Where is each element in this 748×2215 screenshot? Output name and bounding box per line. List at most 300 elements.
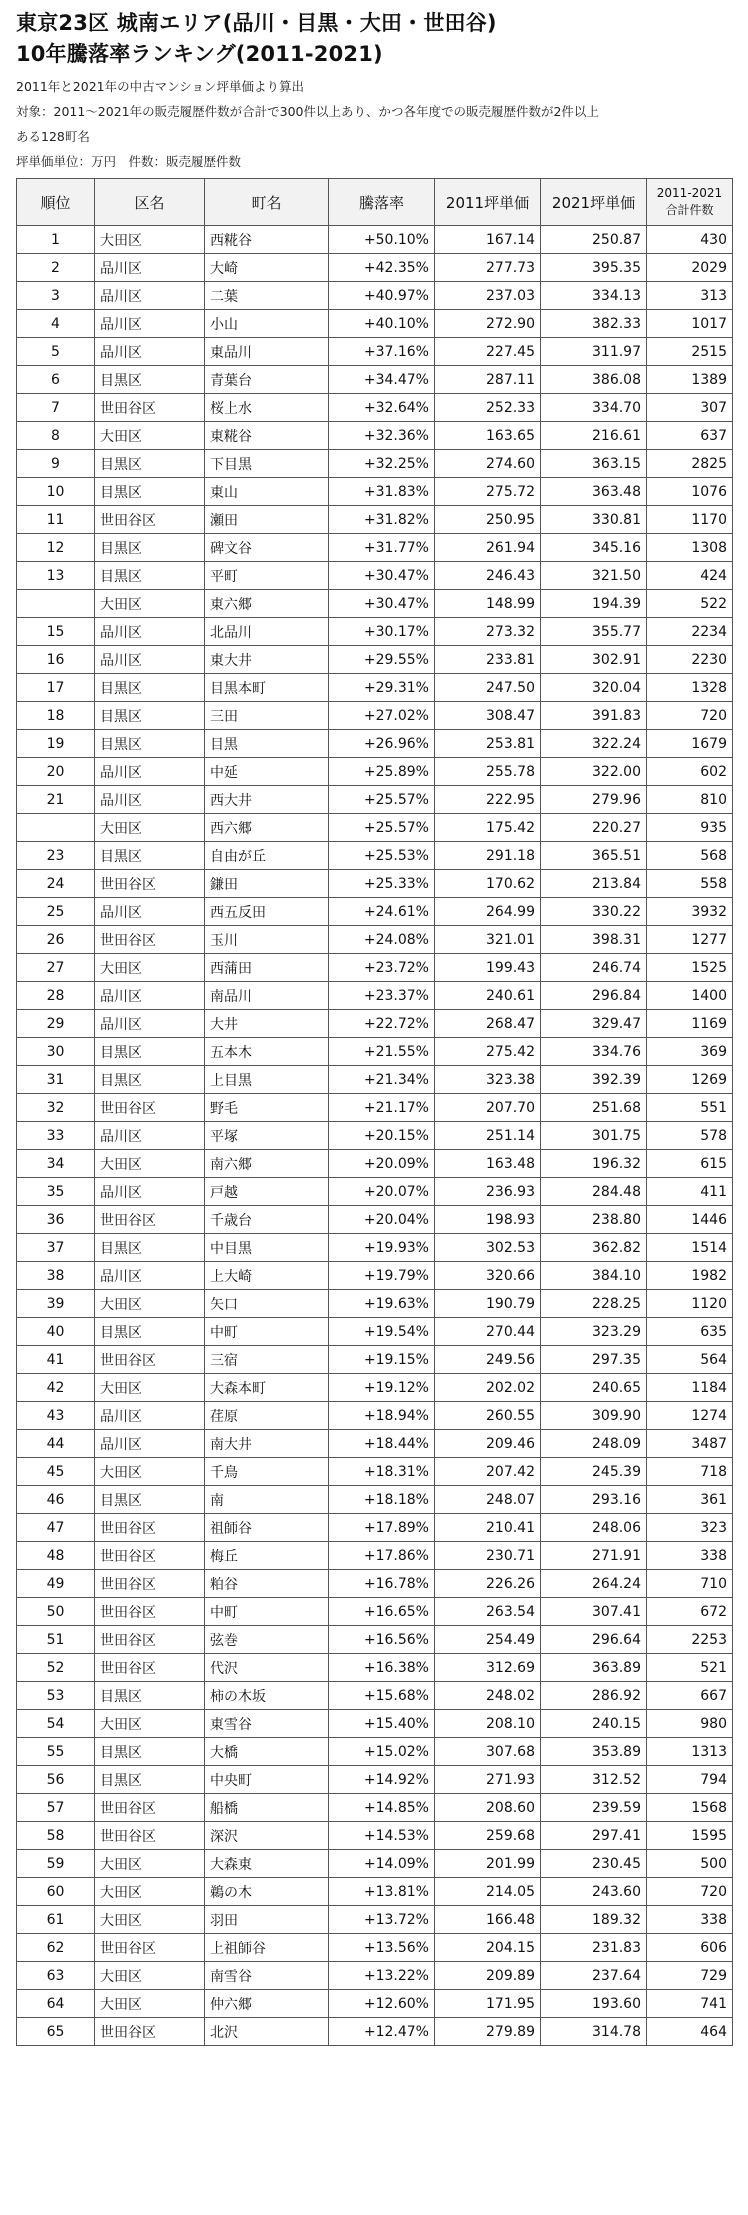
cell-ward: 大田区 <box>95 814 205 842</box>
cell-rank: 11 <box>17 506 95 534</box>
cell-price-2011: 259.68 <box>435 1822 541 1850</box>
cell-price-2021: 323.29 <box>541 1318 647 1346</box>
table-row <box>17 1066 733 1094</box>
cell-rank: 23 <box>17 842 95 870</box>
cell-town: 南 <box>205 1486 329 1514</box>
cell-change-rate: +22.72% <box>329 1010 435 1038</box>
cell-price-2021: 297.41 <box>541 1822 647 1850</box>
table-row <box>17 1122 733 1150</box>
cell-town: 戸越 <box>205 1178 329 1206</box>
cell-ward: 世田谷区 <box>95 870 205 898</box>
cell-change-rate: +16.38% <box>329 1654 435 1682</box>
cell-price-2011: 277.73 <box>435 254 541 282</box>
cell-town: 下目黒 <box>205 450 329 478</box>
cell-ward: 品川区 <box>95 282 205 310</box>
cell-rank: 24 <box>17 870 95 898</box>
cell-town: 大森本町 <box>205 1374 329 1402</box>
table-row <box>17 282 733 310</box>
cell-price-2011: 261.94 <box>435 534 541 562</box>
cell-town: 代沢 <box>205 1654 329 1682</box>
cell-town: 平町 <box>205 562 329 590</box>
cell-price-2021: 220.27 <box>541 814 647 842</box>
cell-total-count: 720 <box>647 702 733 730</box>
cell-total-count: 1568 <box>647 1794 733 1822</box>
cell-price-2011: 270.44 <box>435 1318 541 1346</box>
cell-rank: 29 <box>17 1010 95 1038</box>
cell-rank: 47 <box>17 1514 95 1542</box>
cell-ward: 世田谷区 <box>95 926 205 954</box>
table-row <box>17 394 733 422</box>
cell-ward: 世田谷区 <box>95 394 205 422</box>
cell-town: 碑文谷 <box>205 534 329 562</box>
table-row <box>17 1598 733 1626</box>
cell-rank: 55 <box>17 1738 95 1766</box>
cell-price-2011: 208.10 <box>435 1710 541 1738</box>
cell-ward: 品川区 <box>95 1402 205 1430</box>
cell-total-count: 1076 <box>647 478 733 506</box>
cell-ward: 品川区 <box>95 254 205 282</box>
cell-ward: 品川区 <box>95 758 205 786</box>
cell-total-count: 794 <box>647 1766 733 1794</box>
cell-price-2021: 251.68 <box>541 1094 647 1122</box>
cell-town: 東山 <box>205 478 329 506</box>
cell-ward: 世田谷区 <box>95 1822 205 1850</box>
cell-total-count: 369 <box>647 1038 733 1066</box>
cell-price-2011: 302.53 <box>435 1234 541 1262</box>
cell-price-2021: 334.70 <box>541 394 647 422</box>
cell-rank: 57 <box>17 1794 95 1822</box>
table-row <box>17 1458 733 1486</box>
cell-town: 西六郷 <box>205 814 329 842</box>
cell-price-2021: 230.45 <box>541 1850 647 1878</box>
cell-rank: 7 <box>17 394 95 422</box>
cell-change-rate: +30.17% <box>329 618 435 646</box>
cell-price-2021: 363.89 <box>541 1654 647 1682</box>
cell-rank: 61 <box>17 1906 95 1934</box>
cell-price-2011: 207.42 <box>435 1458 541 1486</box>
table-row <box>17 226 733 254</box>
cell-town: 鵜の木 <box>205 1878 329 1906</box>
cell-ward: 大田区 <box>95 1906 205 1934</box>
cell-change-rate: +13.81% <box>329 1878 435 1906</box>
cell-rank: 63 <box>17 1962 95 1990</box>
cell-ward: 世田谷区 <box>95 1794 205 1822</box>
cell-price-2011: 264.99 <box>435 898 541 926</box>
table-row <box>17 1374 733 1402</box>
cell-price-2021: 321.50 <box>541 562 647 590</box>
cell-town: 青葉台 <box>205 366 329 394</box>
cell-total-count: 2029 <box>647 254 733 282</box>
cell-total-count: 1446 <box>647 1206 733 1234</box>
table-row <box>17 1766 733 1794</box>
cell-rank: 34 <box>17 1150 95 1178</box>
cell-ward: 目黒区 <box>95 1318 205 1346</box>
table-row <box>17 870 733 898</box>
cell-price-2011: 226.26 <box>435 1570 541 1598</box>
header-total-count: 2011-2021 合計件数 <box>647 179 733 226</box>
cell-rank: 21 <box>17 786 95 814</box>
cell-ward: 大田区 <box>95 1290 205 1318</box>
cell-total-count: 710 <box>647 1570 733 1598</box>
cell-price-2011: 268.47 <box>435 1010 541 1038</box>
cell-price-2011: 248.02 <box>435 1682 541 1710</box>
cell-change-rate: +21.55% <box>329 1038 435 1066</box>
cell-total-count: 637 <box>647 422 733 450</box>
cell-price-2021: 279.96 <box>541 786 647 814</box>
cell-town: 中町 <box>205 1598 329 1626</box>
cell-change-rate: +14.92% <box>329 1766 435 1794</box>
cell-ward: 目黒区 <box>95 1066 205 1094</box>
header-price-2011: 2011坪単価 <box>435 179 541 226</box>
cell-total-count: 522 <box>647 590 733 618</box>
cell-price-2021: 240.65 <box>541 1374 647 1402</box>
cell-ward: 世田谷区 <box>95 506 205 534</box>
cell-price-2011: 272.90 <box>435 310 541 338</box>
table-row <box>17 898 733 926</box>
cell-town: 大橋 <box>205 1738 329 1766</box>
cell-total-count: 1184 <box>647 1374 733 1402</box>
cell-town: 西蒲田 <box>205 954 329 982</box>
cell-price-2021: 248.09 <box>541 1430 647 1458</box>
cell-total-count: 1525 <box>647 954 733 982</box>
cell-change-rate: +20.04% <box>329 1206 435 1234</box>
table-row <box>17 1038 733 1066</box>
cell-ward: 目黒区 <box>95 450 205 478</box>
cell-town: 南雪谷 <box>205 1962 329 1990</box>
cell-ward: 世田谷区 <box>95 1598 205 1626</box>
cell-rank <box>17 814 95 842</box>
header-ward: 区名 <box>95 179 205 226</box>
cell-change-rate: +23.37% <box>329 982 435 1010</box>
cell-change-rate: +14.53% <box>329 1822 435 1850</box>
table-row <box>17 1010 733 1038</box>
cell-price-2011: 208.60 <box>435 1794 541 1822</box>
cell-ward: 大田区 <box>95 1374 205 1402</box>
cell-price-2021: 382.33 <box>541 310 647 338</box>
cell-price-2021: 228.25 <box>541 1290 647 1318</box>
cell-ward: 世田谷区 <box>95 1514 205 1542</box>
cell-total-count: 2515 <box>647 338 733 366</box>
cell-change-rate: +15.40% <box>329 1710 435 1738</box>
page-title: 東京23区 城南エリア(品川・目黒・大田・世田谷) <box>16 11 497 35</box>
cell-total-count: 564 <box>647 1346 733 1374</box>
table-row <box>17 1290 733 1318</box>
cell-ward: 大田区 <box>95 1990 205 2018</box>
cell-rank: 59 <box>17 1850 95 1878</box>
cell-total-count: 2230 <box>647 646 733 674</box>
cell-rank: 27 <box>17 954 95 982</box>
cell-price-2011: 209.46 <box>435 1430 541 1458</box>
table-row <box>17 842 733 870</box>
cell-ward: 世田谷区 <box>95 2018 205 2046</box>
cell-ward: 大田区 <box>95 1878 205 1906</box>
cell-change-rate: +13.72% <box>329 1906 435 1934</box>
cell-price-2021: 312.52 <box>541 1766 647 1794</box>
table-row <box>17 422 733 450</box>
table-row <box>17 366 733 394</box>
cell-rank: 8 <box>17 422 95 450</box>
cell-price-2011: 274.60 <box>435 450 541 478</box>
cell-rank: 39 <box>17 1290 95 1318</box>
cell-price-2021: 264.24 <box>541 1570 647 1598</box>
cell-total-count: 430 <box>647 226 733 254</box>
cell-total-count: 338 <box>647 1906 733 1934</box>
cell-change-rate: +20.15% <box>329 1122 435 1150</box>
cell-change-rate: +25.53% <box>329 842 435 870</box>
cell-price-2021: 398.31 <box>541 926 647 954</box>
cell-price-2011: 251.14 <box>435 1122 541 1150</box>
cell-rank: 17 <box>17 674 95 702</box>
cell-total-count: 558 <box>647 870 733 898</box>
cell-price-2021: 330.81 <box>541 506 647 534</box>
cell-price-2011: 248.07 <box>435 1486 541 1514</box>
cell-town: 祖師谷 <box>205 1514 329 1542</box>
cell-rank: 53 <box>17 1682 95 1710</box>
cell-ward: 大田区 <box>95 1150 205 1178</box>
cell-price-2011: 312.69 <box>435 1654 541 1682</box>
cell-ward: 世田谷区 <box>95 1542 205 1570</box>
cell-total-count: 602 <box>647 758 733 786</box>
cell-price-2021: 193.60 <box>541 1990 647 2018</box>
cell-change-rate: +26.96% <box>329 730 435 758</box>
table-row <box>17 1514 733 1542</box>
cell-price-2021: 322.00 <box>541 758 647 786</box>
cell-change-rate: +16.56% <box>329 1626 435 1654</box>
cell-total-count: 635 <box>647 1318 733 1346</box>
cell-price-2021: 302.91 <box>541 646 647 674</box>
cell-town: 野毛 <box>205 1094 329 1122</box>
cell-change-rate: +14.09% <box>329 1850 435 1878</box>
cell-town: 玉川 <box>205 926 329 954</box>
cell-ward: 品川区 <box>95 338 205 366</box>
cell-price-2011: 233.81 <box>435 646 541 674</box>
cell-change-rate: +23.72% <box>329 954 435 982</box>
cell-rank: 25 <box>17 898 95 926</box>
cell-total-count: 810 <box>647 786 733 814</box>
cell-town: 鎌田 <box>205 870 329 898</box>
table-header-row <box>17 179 733 226</box>
table-row <box>17 1878 733 1906</box>
cell-price-2021: 238.80 <box>541 1206 647 1234</box>
cell-price-2021: 395.35 <box>541 254 647 282</box>
cell-rank <box>17 590 95 618</box>
cell-price-2011: 323.38 <box>435 1066 541 1094</box>
cell-change-rate: +16.78% <box>329 1570 435 1598</box>
cell-price-2011: 252.33 <box>435 394 541 422</box>
cell-change-rate: +21.34% <box>329 1066 435 1094</box>
cell-price-2021: 216.61 <box>541 422 647 450</box>
cell-price-2021: 363.48 <box>541 478 647 506</box>
cell-price-2021: 392.39 <box>541 1066 647 1094</box>
cell-price-2011: 166.48 <box>435 1906 541 1934</box>
cell-change-rate: +17.86% <box>329 1542 435 1570</box>
cell-change-rate: +29.31% <box>329 674 435 702</box>
cell-change-rate: +20.09% <box>329 1150 435 1178</box>
cell-price-2011: 253.81 <box>435 730 541 758</box>
cell-price-2021: 322.24 <box>541 730 647 758</box>
cell-change-rate: +29.55% <box>329 646 435 674</box>
table-row <box>17 1206 733 1234</box>
cell-total-count: 313 <box>647 282 733 310</box>
table-row <box>17 506 733 534</box>
cell-rank: 6 <box>17 366 95 394</box>
cell-town: 船橋 <box>205 1794 329 1822</box>
cell-total-count: 1170 <box>647 506 733 534</box>
cell-rank: 32 <box>17 1094 95 1122</box>
table-row <box>17 2018 733 2046</box>
cell-change-rate: +19.93% <box>329 1234 435 1262</box>
table-row <box>17 646 733 674</box>
cell-total-count: 521 <box>647 1654 733 1682</box>
table-row <box>17 1402 733 1430</box>
cell-price-2011: 275.72 <box>435 478 541 506</box>
cell-rank: 33 <box>17 1122 95 1150</box>
cell-price-2011: 170.62 <box>435 870 541 898</box>
cell-total-count: 1982 <box>647 1262 733 1290</box>
cell-ward: 大田区 <box>95 1710 205 1738</box>
header-town: 町名 <box>205 179 329 226</box>
cell-rank: 31 <box>17 1066 95 1094</box>
cell-ward: 大田区 <box>95 1458 205 1486</box>
cell-total-count: 1120 <box>647 1290 733 1318</box>
cell-price-2011: 260.55 <box>435 1402 541 1430</box>
cell-rank: 38 <box>17 1262 95 1290</box>
table-row <box>17 982 733 1010</box>
cell-total-count: 1679 <box>647 730 733 758</box>
cell-price-2011: 321.01 <box>435 926 541 954</box>
cell-ward: 品川区 <box>95 1262 205 1290</box>
cell-price-2021: 250.87 <box>541 226 647 254</box>
cell-change-rate: +13.56% <box>329 1934 435 1962</box>
cell-rank: 9 <box>17 450 95 478</box>
cell-price-2021: 296.84 <box>541 982 647 1010</box>
cell-town: 大森東 <box>205 1850 329 1878</box>
table-row <box>17 1738 733 1766</box>
table-row <box>17 1178 733 1206</box>
cell-total-count: 1514 <box>647 1234 733 1262</box>
cell-price-2011: 202.02 <box>435 1374 541 1402</box>
cell-rank: 20 <box>17 758 95 786</box>
cell-price-2011: 320.66 <box>435 1262 541 1290</box>
cell-price-2021: 271.91 <box>541 1542 647 1570</box>
cell-ward: 品川区 <box>95 982 205 1010</box>
cell-rank: 12 <box>17 534 95 562</box>
cell-price-2011: 227.45 <box>435 338 541 366</box>
cell-ward: 品川区 <box>95 1122 205 1150</box>
cell-town: 柿の木坂 <box>205 1682 329 1710</box>
cell-town: 小山 <box>205 310 329 338</box>
cell-town: 北品川 <box>205 618 329 646</box>
cell-rank: 56 <box>17 1766 95 1794</box>
cell-change-rate: +17.89% <box>329 1514 435 1542</box>
cell-town: 千歳台 <box>205 1206 329 1234</box>
cell-ward: 品川区 <box>95 786 205 814</box>
cell-town: 上大崎 <box>205 1262 329 1290</box>
cell-town: 中町 <box>205 1318 329 1346</box>
cell-price-2011: 275.42 <box>435 1038 541 1066</box>
cell-ward: 世田谷区 <box>95 1206 205 1234</box>
cell-price-2011: 210.41 <box>435 1514 541 1542</box>
cell-town: 西大井 <box>205 786 329 814</box>
cell-total-count: 606 <box>647 1934 733 1962</box>
cell-ward: 世田谷区 <box>95 1934 205 1962</box>
table-row <box>17 562 733 590</box>
cell-rank: 43 <box>17 1402 95 1430</box>
cell-town: 中延 <box>205 758 329 786</box>
cell-price-2011: 250.95 <box>435 506 541 534</box>
cell-rank: 15 <box>17 618 95 646</box>
cell-price-2021: 196.32 <box>541 1150 647 1178</box>
table-row <box>17 674 733 702</box>
cell-price-2011: 199.43 <box>435 954 541 982</box>
cell-ward: 目黒区 <box>95 1486 205 1514</box>
cell-total-count: 1389 <box>647 366 733 394</box>
table-row <box>17 478 733 506</box>
cell-price-2021: 391.83 <box>541 702 647 730</box>
cell-change-rate: +19.54% <box>329 1318 435 1346</box>
cell-change-rate: +37.16% <box>329 338 435 366</box>
cell-change-rate: +50.10% <box>329 226 435 254</box>
table-row <box>17 254 733 282</box>
cell-ward: 大田区 <box>95 590 205 618</box>
cell-total-count: 1274 <box>647 1402 733 1430</box>
cell-price-2021: 334.13 <box>541 282 647 310</box>
cell-rank: 1 <box>17 226 95 254</box>
cell-price-2021: 296.64 <box>541 1626 647 1654</box>
cell-town: 弦巻 <box>205 1626 329 1654</box>
cell-price-2021: 293.16 <box>541 1486 647 1514</box>
cell-price-2011: 279.89 <box>435 2018 541 2046</box>
cell-total-count: 464 <box>647 2018 733 2046</box>
cell-price-2011: 230.71 <box>435 1542 541 1570</box>
cell-total-count: 1595 <box>647 1822 733 1850</box>
cell-change-rate: +19.12% <box>329 1374 435 1402</box>
cell-town: 西五反田 <box>205 898 329 926</box>
table-row <box>17 1570 733 1598</box>
cell-ward: 品川区 <box>95 1178 205 1206</box>
cell-price-2021: 301.75 <box>541 1122 647 1150</box>
cell-ward: 目黒区 <box>95 1738 205 1766</box>
cell-price-2021: 314.78 <box>541 2018 647 2046</box>
cell-rank: 28 <box>17 982 95 1010</box>
cell-rank: 41 <box>17 1346 95 1374</box>
cell-town: 桜上水 <box>205 394 329 422</box>
cell-change-rate: +18.31% <box>329 1458 435 1486</box>
cell-price-2021: 189.32 <box>541 1906 647 1934</box>
table-row <box>17 310 733 338</box>
table-row <box>17 1710 733 1738</box>
cell-town: 大井 <box>205 1010 329 1038</box>
cell-rank: 45 <box>17 1458 95 1486</box>
cell-price-2011: 171.95 <box>435 1990 541 2018</box>
cell-change-rate: +19.63% <box>329 1290 435 1318</box>
cell-ward: 目黒区 <box>95 674 205 702</box>
note-criteria-cont: ある128町名 <box>16 129 90 144</box>
cell-price-2011: 204.15 <box>435 1934 541 1962</box>
cell-price-2021: 363.15 <box>541 450 647 478</box>
cell-ward: 目黒区 <box>95 478 205 506</box>
cell-rank: 58 <box>17 1822 95 1850</box>
cell-price-2011: 175.42 <box>435 814 541 842</box>
cell-change-rate: +31.82% <box>329 506 435 534</box>
cell-ward: 品川区 <box>95 618 205 646</box>
cell-change-rate: +21.17% <box>329 1094 435 1122</box>
cell-change-rate: +40.10% <box>329 310 435 338</box>
cell-rank: 44 <box>17 1430 95 1458</box>
cell-change-rate: +25.57% <box>329 786 435 814</box>
cell-price-2011: 236.93 <box>435 1178 541 1206</box>
cell-change-rate: +13.22% <box>329 1962 435 1990</box>
